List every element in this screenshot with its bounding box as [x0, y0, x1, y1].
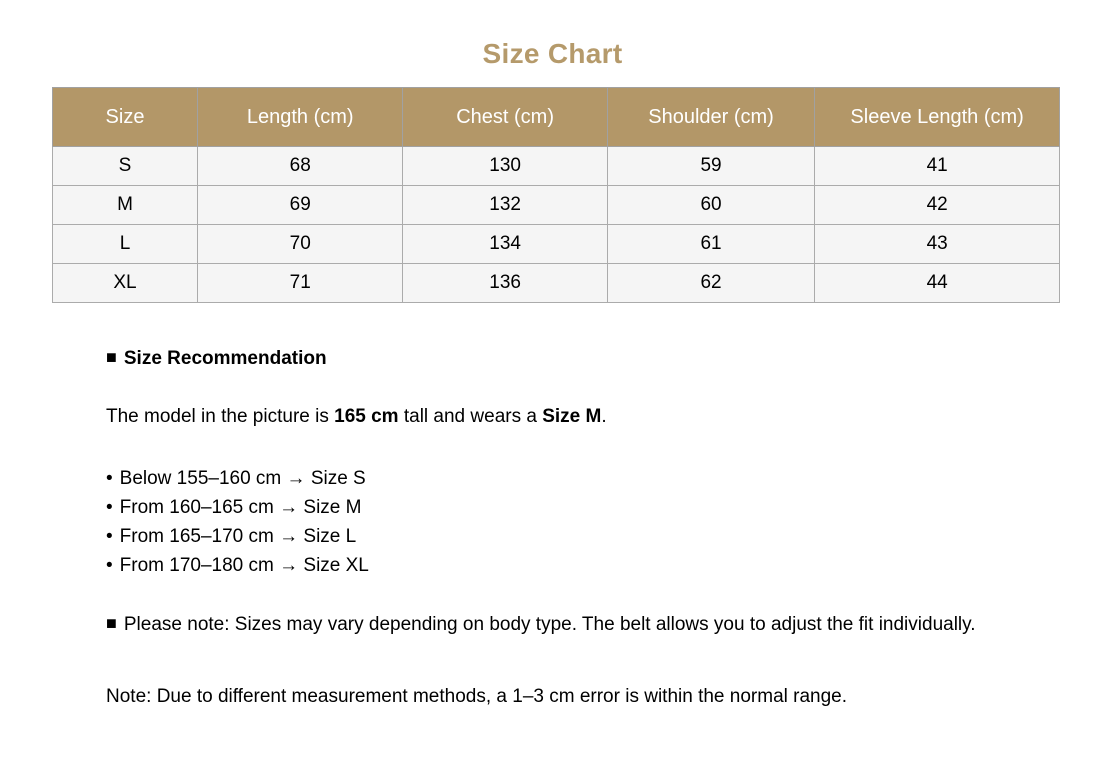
table-row-s: [53, 147, 1060, 186]
model-info-line: [106, 407, 1026, 427]
model-size-value: Size M: [542, 406, 602, 427]
cell-shoulder: 61: [607, 225, 814, 264]
col-header-sleeve-length: Sleeve Length (cm): [815, 88, 1060, 147]
list-item-size-xl: [106, 551, 1026, 580]
table-row-l: [53, 225, 1060, 264]
cell-length: 70: [198, 225, 403, 264]
cell-sleeve: 43: [815, 225, 1060, 264]
cell-length: 69: [198, 186, 403, 225]
list-item-text: From 165–170 cm → Size L: [119, 526, 357, 547]
list-item-size-l: [106, 522, 1026, 551]
cell-length: 68: [198, 147, 403, 186]
cell-chest: 136: [403, 264, 607, 303]
list-item-text: From 160–165 cm → Size M: [119, 497, 362, 518]
cell-size: M: [53, 186, 198, 225]
cell-size: S: [53, 147, 198, 186]
cell-shoulder: 62: [607, 264, 814, 303]
size-chart-table: [52, 87, 1060, 303]
cell-chest: 132: [403, 186, 607, 225]
bullet-dot-icon: •: [106, 497, 113, 518]
list-item-text: From 170–180 cm → Size XL: [119, 555, 369, 576]
cell-sleeve: 44: [815, 264, 1060, 303]
cell-sleeve: 42: [815, 186, 1060, 225]
col-header-size: Size: [53, 88, 198, 147]
cell-shoulder: 60: [607, 186, 814, 225]
cell-length: 71: [198, 264, 403, 303]
table-row-m: [53, 186, 1060, 225]
model-line-suffix: .: [601, 406, 607, 427]
square-marker-icon: ■: [106, 613, 117, 633]
page-title: Size Chart: [482, 38, 623, 69]
col-header-length: Length (cm): [198, 88, 403, 147]
cell-chest: 130: [403, 147, 607, 186]
table-header-row: [53, 88, 1060, 147]
please-note-paragraph: [106, 610, 1026, 639]
list-item-size-s: [106, 464, 1026, 493]
bullet-dot-icon: •: [106, 555, 113, 576]
cell-sleeve: 41: [815, 147, 1060, 186]
list-item-text: Below 155–160 cm → Size S: [119, 468, 366, 489]
size-recommendation-heading: [106, 348, 1026, 369]
col-header-chest: Chest (cm): [403, 88, 607, 147]
col-header-shoulder: Shoulder (cm): [607, 88, 814, 147]
size-recommendation-heading-text: Size Recommendation: [123, 348, 327, 369]
size-guide-list: [106, 464, 1026, 580]
model-height-value: 165 cm: [334, 406, 399, 427]
square-marker-icon: ■: [106, 347, 117, 367]
model-line-middle: tall and wears a: [398, 406, 543, 427]
list-item-size-m: [106, 493, 1026, 522]
cell-size: XL: [53, 264, 198, 303]
table-row-xl: [53, 264, 1060, 303]
cell-shoulder: 59: [607, 147, 814, 186]
cell-size: L: [53, 225, 198, 264]
measurement-note: Note: Due to different measurement methods, a 1–3 cm error is within the normal range.: [106, 686, 848, 707]
bullet-dot-icon: •: [106, 468, 113, 489]
bullet-dot-icon: •: [106, 526, 113, 547]
size-info-section: [106, 348, 1026, 707]
model-line-prefix: The model in the picture is: [106, 406, 335, 427]
please-note-text: Please note: Sizes may vary depending on body type. The belt allows you to adjust the fit individually.: [123, 614, 976, 635]
cell-chest: 134: [403, 225, 607, 264]
